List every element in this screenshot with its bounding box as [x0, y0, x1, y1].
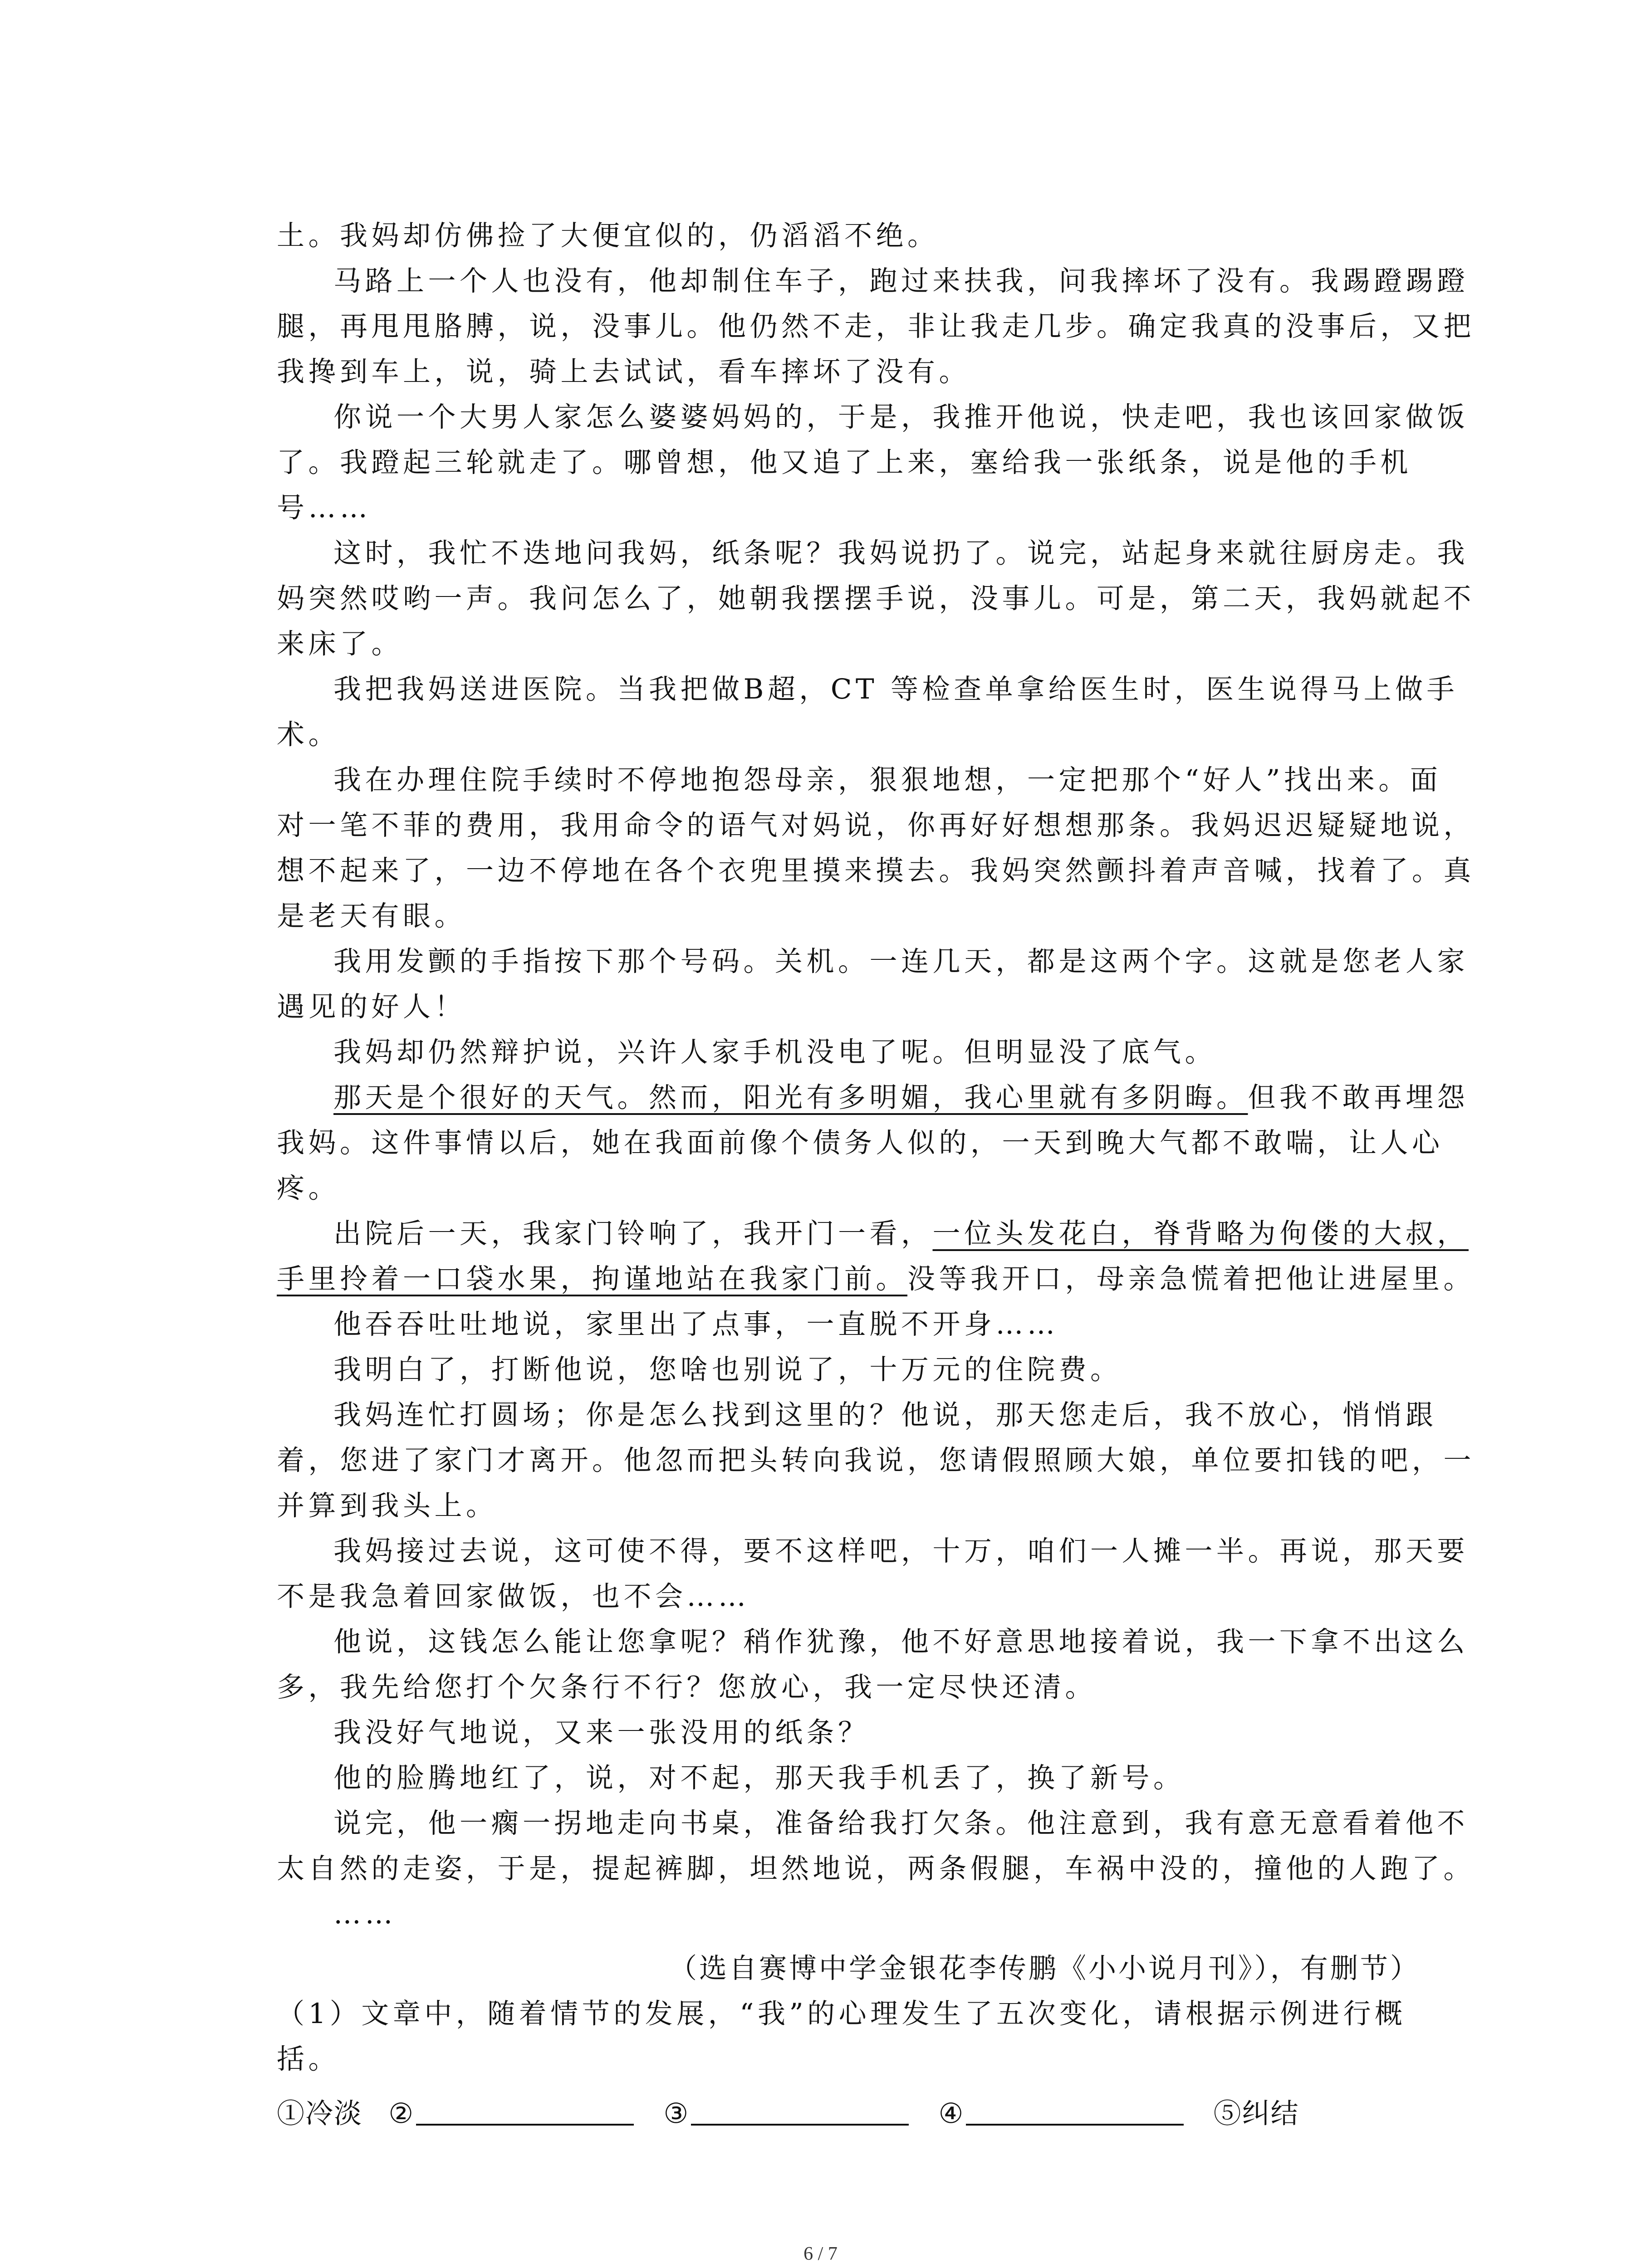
- text-segment: 出院后一天，我家门铃响了，我开门一看，: [333, 1217, 933, 1250]
- question-stem: 括。: [277, 2043, 340, 2075]
- text-line: 遇见的好人！: [277, 991, 466, 1023]
- text-line: 腿，再甩甩胳膊，说，没事儿。他仍然不走，非让我走几步。确定我真的没事后，又把: [277, 310, 1475, 342]
- paragraph-line: 我把我妈送进医院。当我把做B超，CT 等检查单拿给医生时，医生说得马上做手: [333, 673, 1459, 705]
- underlined-sentence: 手里拎着一口袋水果，拘谨地站在我家门前。: [277, 1263, 908, 1295]
- text-line: 术。: [277, 719, 340, 751]
- paragraph-line: 我妈接过去说，这可使不得，要不这样吧，十万，咱们一人摊一半。再说，那天要: [333, 1535, 1469, 1567]
- paragraph-line: 他说，这钱怎么能让您拿呢？稍作犹豫，他不好意思地接着说，我一下拿不出这么: [333, 1626, 1469, 1658]
- text-line: 着，您进了家门才离开。他忽而把头转向我说，您请假照顾大娘，单位要扣钱的吧，一: [277, 1444, 1475, 1476]
- answer-row: [277, 2091, 1420, 2136]
- paragraph-line: 我妈连忙打圆场；你是怎么找到这里的？他说，那天您走后，我不放心，悄悄跟: [333, 1399, 1437, 1431]
- text-segment: 没等我开口，母亲急慌着把他让进屋里。: [907, 1263, 1475, 1295]
- paragraph-line: 说完，他一瘸一拐地走向书桌，准备给我打欠条。他注意到，我有意无意看着他不: [333, 1807, 1469, 1839]
- text-line: 土。我妈却仿佛捡了大便宜似的，仍滔滔不绝。: [277, 220, 939, 252]
- question-stem: （1）文章中，随着情节的发展，“我”的心理发生了五次变化，请根据示例进行概: [277, 1998, 1406, 2030]
- ellipsis-line: ……: [333, 1898, 397, 1930]
- paragraph-line: 这时，我忙不迭地问我妈，纸条呢？我妈说扔了。说完，站起身来就往厨房走。我: [333, 537, 1469, 569]
- underlined-sentence: 一位头发花白，脊背略为佝偻的大叔，: [932, 1217, 1469, 1250]
- paragraph-line: 他的脸腾地红了，说，对不起，那天我手机丢了，换了新号。: [333, 1762, 1185, 1794]
- paragraph-line: [277, 1211, 1469, 1256]
- paragraph-line: 我在办理住院手续时不停地抱怨母亲，狠狠地想，一定把那个“好人”找出来。面: [333, 764, 1442, 796]
- paragraph-line: 我妈却仍然辩护说，兴许人家手机没电了呢。但明显没了底气。: [333, 1036, 1217, 1068]
- text-line: 了。我蹬起三轮就走了。哪曾想，他又追了上来，塞给我一张纸条，说是他的手机: [277, 446, 1412, 479]
- page-number: 6 / 7: [803, 2244, 838, 2264]
- text-line: 妈突然哎哟一声。我问怎么了，她朝我摆摆手说，没事儿。可是，第二天，我妈就起不: [277, 582, 1475, 615]
- text-line: 我妈。这件事情以后，她在我面前像个债务人似的，一天到晚大气都不敢喘，让人心: [277, 1127, 1444, 1159]
- answer-option: ⑤纠结: [1213, 2097, 1299, 2130]
- text-line: [277, 1256, 1475, 1302]
- text-line: 想不起来了，一边不停地在各个衣兜里摸来摸去。我妈突然颤抖着声音喊，找着了。真: [277, 855, 1475, 887]
- text-line: 号……: [277, 492, 372, 524]
- answer-option: ①冷淡: [277, 2097, 363, 2130]
- paragraph-line: 我明白了，打断他说，您啥也别说了，十万元的住院费。: [333, 1354, 1122, 1386]
- paragraph-line: 马路上一个人也没有，他却制住车子，跑过来扶我，问我摔坏了没有。我踢蹬踢蹬: [333, 265, 1469, 297]
- paragraph-line: 我用发颤的手指按下那个号码。关机。一连几天，都是这两个字。这就是您老人家: [333, 945, 1469, 978]
- text-line: 来床了。: [277, 628, 403, 660]
- text-segment: 但我不敢再埋怨: [1248, 1081, 1469, 1114]
- paragraph-line: [277, 1075, 1469, 1120]
- text-line: 疼。: [277, 1172, 340, 1204]
- text-line: 并算到我头上。: [277, 1490, 498, 1522]
- answer-option: ②: [388, 2097, 415, 2130]
- paragraph-line: 他吞吞吐吐地说，家里出了点事，一直脱不开身……: [333, 1308, 1059, 1340]
- answer-option: ③: [663, 2097, 690, 2130]
- text-line: 太自然的走姿，于是，提起裤脚，坦然地说，两条假腿，车祸中没的，撞他的人跑了。: [277, 1853, 1475, 1885]
- source-citation: （选自赛博中学金银花李传鹏《小小说月刊》），有删节）: [669, 1952, 1420, 1984]
- paragraph-line: 我没好气地说，又来一张没用的纸条？: [333, 1716, 870, 1749]
- underlined-sentence: 那天是个很好的天气。然而，阳光有多明媚，我心里就有多阴晦。: [333, 1081, 1248, 1114]
- text-line: 多，我先给您打个欠条行不行？您放心，我一定尽快还清。: [277, 1671, 1097, 1703]
- text-line: 对一笔不菲的费用，我用命令的语气对妈说，你再好好想想那条。我妈迟迟疑疑地说，: [277, 809, 1475, 841]
- answer-blank[interactable]: [691, 2124, 909, 2126]
- text-line: 不是我急着回家做饭，也不会……: [277, 1580, 750, 1613]
- answer-option: ④: [938, 2097, 965, 2130]
- answer-blank[interactable]: [416, 2124, 634, 2126]
- text-line: 是老天有眼。: [277, 900, 466, 932]
- answer-blank[interactable]: [966, 2124, 1184, 2126]
- paragraph-line: 你说一个大男人家怎么婆婆妈妈的，于是，我推开他说，快走吧，我也该回家做饭: [333, 401, 1469, 433]
- text-line: 我搀到车上，说，骑上去试试，看车摔坏了没有。: [277, 356, 971, 388]
